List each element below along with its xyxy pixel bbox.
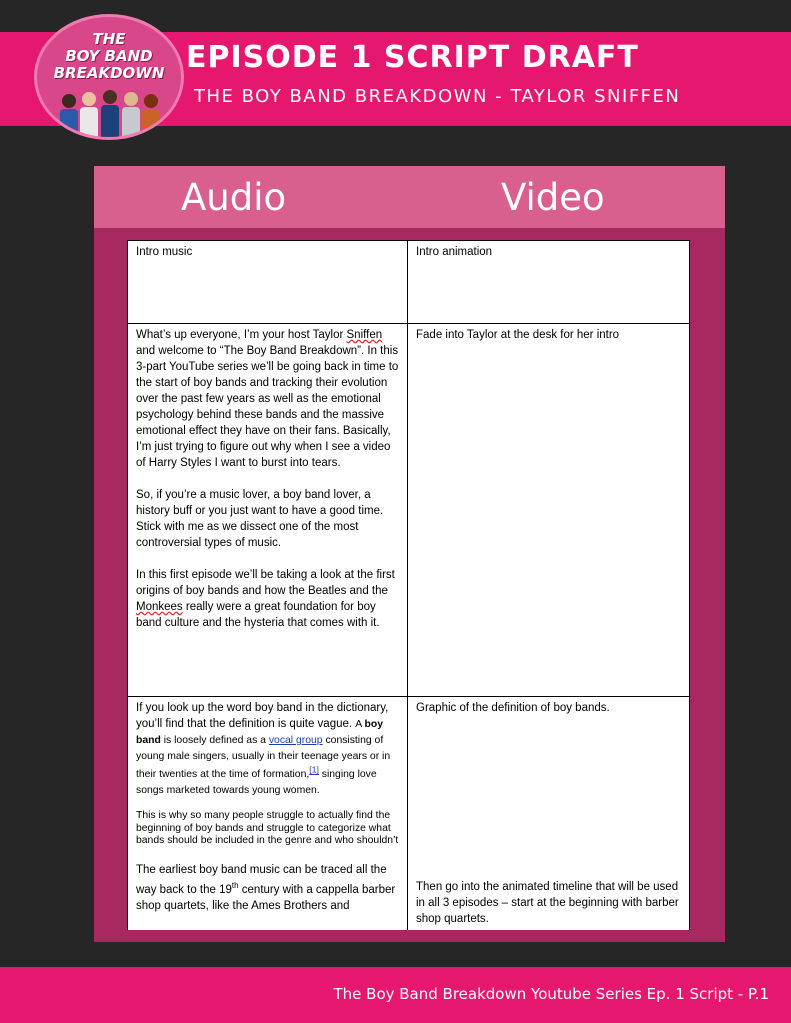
audio-paragraph (136, 700, 399, 798)
vocal-group-link[interactable]: vocal group (268, 735, 323, 746)
text-run: The earliest boy band music can be traced all the way back to the 19 (136, 863, 387, 896)
reference-link[interactable]: [1] (309, 765, 319, 775)
logo-line-1: THE (92, 30, 126, 48)
text-run: singing love songs marketed towards young women. (136, 769, 377, 797)
video-column-heading: Video (501, 176, 605, 219)
footer-text: The Boy Band Breakdown Youtube Series Ep. 1 Script - P.1 (333, 985, 769, 1003)
video-cell (407, 323, 690, 697)
logo-line-2: BOY BAND (65, 47, 153, 65)
audio-cell (127, 240, 408, 324)
audio-paragraph: So, if you’re a music lover, a boy band lover, a history buff or you just want to have a good time. Stick with me as we dissect one of the most controversial types of music. (136, 489, 384, 549)
video-cell (407, 240, 690, 324)
spellcheck-word: Sniffen (346, 329, 383, 341)
audio-paragraph (136, 567, 399, 631)
episode-title: EPISODE 1 SCRIPT DRAFT (186, 40, 639, 75)
logo-text (37, 31, 181, 82)
superscript: th (231, 880, 239, 890)
bold-term: boy band (136, 719, 384, 746)
video-text: Intro animation (416, 246, 493, 258)
episode-subtitle: THE BOY BAND BREAKDOWN - TAYLOR SNIFFEN (194, 86, 681, 107)
table-row (127, 240, 690, 324)
audio-text: Intro music (136, 246, 193, 258)
text-run: If you look up the word boy band in the dictionary, you’ll find that the definition is quite vague. (136, 702, 389, 730)
text-run: In this first episode we’ll be taking a look at the first origins of boy bands and how the Beatles and the (136, 569, 395, 597)
video-text: Graphic of the definition of boy bands. (416, 702, 610, 714)
video-cell (407, 696, 690, 930)
text-run: century with a cappella barber shop quartets, like the Ames Brothers and (136, 883, 396, 912)
text-run: is loosely defined as a (160, 735, 269, 746)
show-logo (34, 14, 184, 140)
audio-cell (127, 696, 408, 930)
audio-paragraph: This is why so many people struggle to actually find the beginning of boy bands and struggle to categorize what bands should be included in the genre and who shouldn’t (136, 810, 399, 847)
text-run: A (355, 719, 365, 730)
logo-line-3: BREAKDOWN (53, 64, 165, 82)
video-text: Fade into Taylor at the desk for her intro (416, 329, 620, 341)
band-members-illustration (55, 87, 165, 140)
audio-cell (127, 323, 408, 697)
text-run: What’s up everyone, I’m your host Taylor (136, 329, 347, 341)
text-run: and welcome to “The Boy Band Breakdown”. In this 3-part YouTube series we’ll be going back in time to the start of boy bands and tracking their evolution over the past few years as well as the emotional psychology behind these bands and the massive emotional effect they have on their fans. Basically, I’m just trying to figure out why when I see a video of Harry Styles I want to burst into tears. (136, 345, 399, 469)
text-run: really were a great foundation for boy band culture and the hysteria that comes with it. (136, 601, 380, 629)
script-document (127, 240, 690, 930)
table-row (127, 323, 690, 697)
audio-paragraph (136, 327, 399, 471)
audio-paragraph (136, 862, 399, 914)
audio-column-heading: Audio (181, 176, 287, 219)
text-run: consisting of young male singers, usually in their teenage years or in their twenties at the time of formation, (136, 735, 391, 781)
video-text: Then go into the animated timeline that will be used in all 3 episodes – start at the beginning with barber shop quartets. (416, 881, 679, 925)
spellcheck-word: Monkees (136, 601, 183, 613)
table-row (127, 696, 690, 930)
